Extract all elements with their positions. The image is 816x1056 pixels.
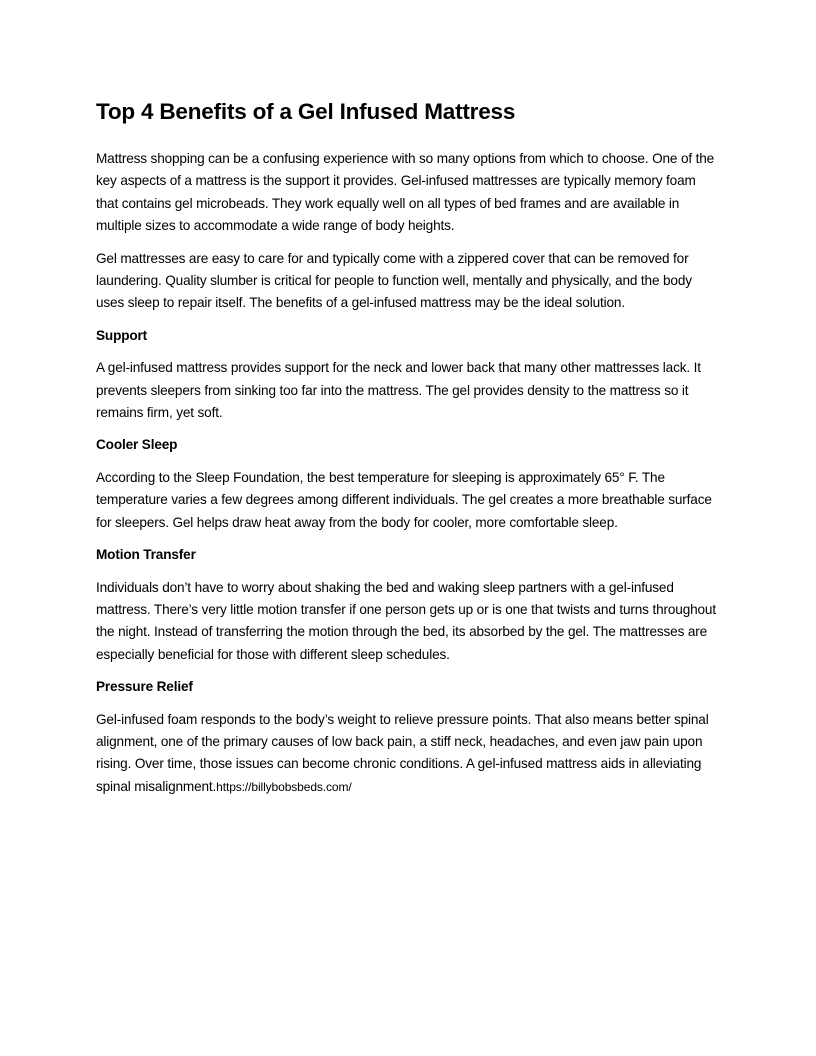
section-body-support: A gel-infused mattress provides support for the neck and lower back that many other mattresses lack. It prevents sleepers from sinking too far into the mattress. The gel provides density to the mattress so it remains firm, yet soft. [96, 360, 701, 421]
section-heading-cooler-sleep: Cooler Sleep [96, 437, 178, 453]
document-page [96, 96, 720, 808]
section-heading-pressure-relief: Pressure Relief [96, 679, 193, 695]
document-title: Top 4 Benefits of a Gel Infused Mattress [96, 99, 516, 124]
section-body-motion-transfer: Individuals don’t have to worry about shaking the bed and waking sleep partners with a gel-infused mattress. There’s very little motion transfer if one person gets up or is one that twists and turns throughout the night. Instead of transferring the motion through the bed, its absorbed by the gel. The mattresses are especially beneficial for those with different sleep schedules. [96, 579, 716, 662]
intro-paragraph-1: Mattress shopping can be a confusing experience with so many options from which to choose. One of the key aspects of a mattress is the support it provides. Gel-infused mattresses are typically memory foam that contains gel microbeads. They work equally well on all types of bed frames and are available in multiple sizes to accommodate a wide range of body heights. [96, 151, 715, 234]
section-heading-motion-transfer: Motion Transfer [96, 547, 196, 563]
section-heading-support: Support [96, 327, 148, 343]
section-body-pressure-relief [96, 709, 720, 799]
pressure-relief-text: Gel-infused foam responds to the body’s weight to relieve pressure points. That also means better spinal alignment, one of the primary causes of low back pain, a stiff neck, headaches, and even jaw pain upon rising. Over time, those issues can become chronic conditions. A gel-infused mattress aids in alleviating spinal misalignment. [96, 711, 709, 794]
source-url-link[interactable]: https://billybobsbeds.com/ [216, 779, 352, 794]
section-body-cooler-sleep: According to the Sleep Foundation, the best temperature for sleeping is approximately 65° F. The temperature varies a few degrees among different individuals. The gel creates a more breathable surface for sleepers. Gel helps draw heat away from the body for cooler, more comfortable sleep. [96, 469, 712, 530]
intro-paragraph-2: Gel mattresses are easy to care for and typically come with a zippered cover that can be removed for laundering. Quality slumber is critical for people to function well, mentally and physically, and the body uses sleep to repair itself. The benefits of a gel-infused mattress may be the ideal solution. [96, 250, 692, 311]
